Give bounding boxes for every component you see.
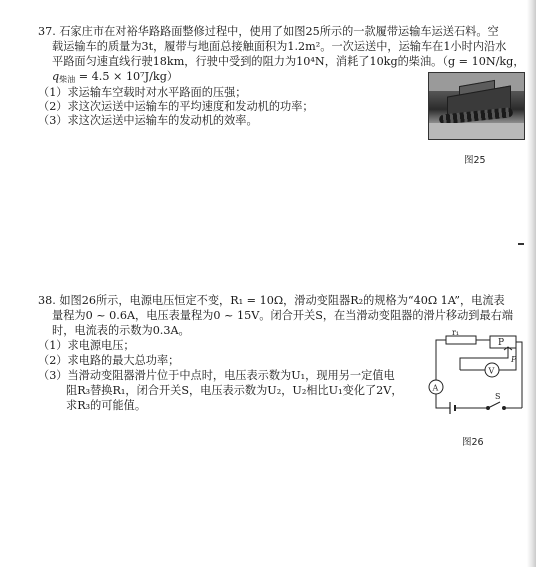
q-value: = 4.5 × 10⁷J/kg）	[78, 70, 179, 83]
figure-26-caption: 图26	[462, 437, 484, 448]
resistor-r1	[446, 336, 476, 344]
scan-mark	[518, 243, 524, 245]
label-p-box: P	[498, 338, 505, 348]
q38-line-1: 38. 如图26所示，电源电压恒定不变，R₁ = 10Ω，滑动变阻器R₂的规格为“40Ω 1A”，电流表	[38, 294, 505, 307]
q38-sub-2: （2）求电路的最大总功率；	[38, 354, 180, 367]
circuit-wire-top-left	[436, 340, 446, 352]
label-switch: S	[495, 392, 501, 401]
slider-wire	[460, 348, 508, 366]
figure-26-circuit	[400, 330, 528, 430]
label-ammeter: A	[432, 383, 439, 393]
q37-line-2: 载运输车的质量为3t，履带与地面总接触面积为1.2m²。一次运送中，运输车在1小时内沿水	[52, 40, 507, 53]
q38-line-2: 量程为0 ~ 0.6A，电压表量程为0 ~ 15V。闭合开关S，在当滑动变阻器的滑片移动到最右端	[52, 309, 514, 322]
figure-25-caption: 图25	[464, 155, 486, 166]
q37-sub-2: （2）求这次运送中运输车的平均速度和发动机的功率；	[38, 100, 314, 113]
scan-edge-shadow	[527, 0, 536, 567]
q37-line-1: 37. 石家庄市在对裕华路路面整修过程中，使用了如图25所示的一款履带运输车运送石料。空	[38, 25, 499, 38]
q38-sub-3-line-2: 阻R₃替换R₁，闭合开关S，电压表示数为U₂，U₂相比U₁变化了2V，	[66, 384, 403, 397]
q-subscript: 柴油	[59, 75, 76, 84]
q37-sub-3: （3）求这次运送中运输车的发动机的效率。	[38, 114, 258, 127]
label-p-slider: P	[511, 355, 517, 364]
switch-lever	[488, 402, 500, 408]
figure-25-photo	[428, 72, 525, 140]
label-voltmeter: V	[488, 366, 495, 376]
q38-line-3: 时，电流表的示数为0.3A。	[52, 324, 190, 337]
circuit-wire-right	[516, 342, 522, 408]
q38-sub-1: （1）求电源电压；	[38, 339, 135, 352]
q38-sub-3-line-3: 求R₃的可能值。	[66, 399, 147, 412]
q37-sub-1: （1）求运输车空载时对水平路面的压强；	[38, 86, 247, 99]
q-symbol: q	[52, 70, 60, 83]
label-r1: r₁	[452, 330, 460, 337]
q37-line-3: 平路面匀速直线行驶18km，行驶中受到的阻力为10⁴N，消耗了10kg的柴油。（g = 10N/kg，	[52, 55, 525, 68]
q37-line-4	[52, 70, 178, 87]
q38-sub-3-line-1: （3）当滑动变阻器滑片位于中点时，电压表示数为U₁，现用另一定值电	[38, 369, 395, 382]
